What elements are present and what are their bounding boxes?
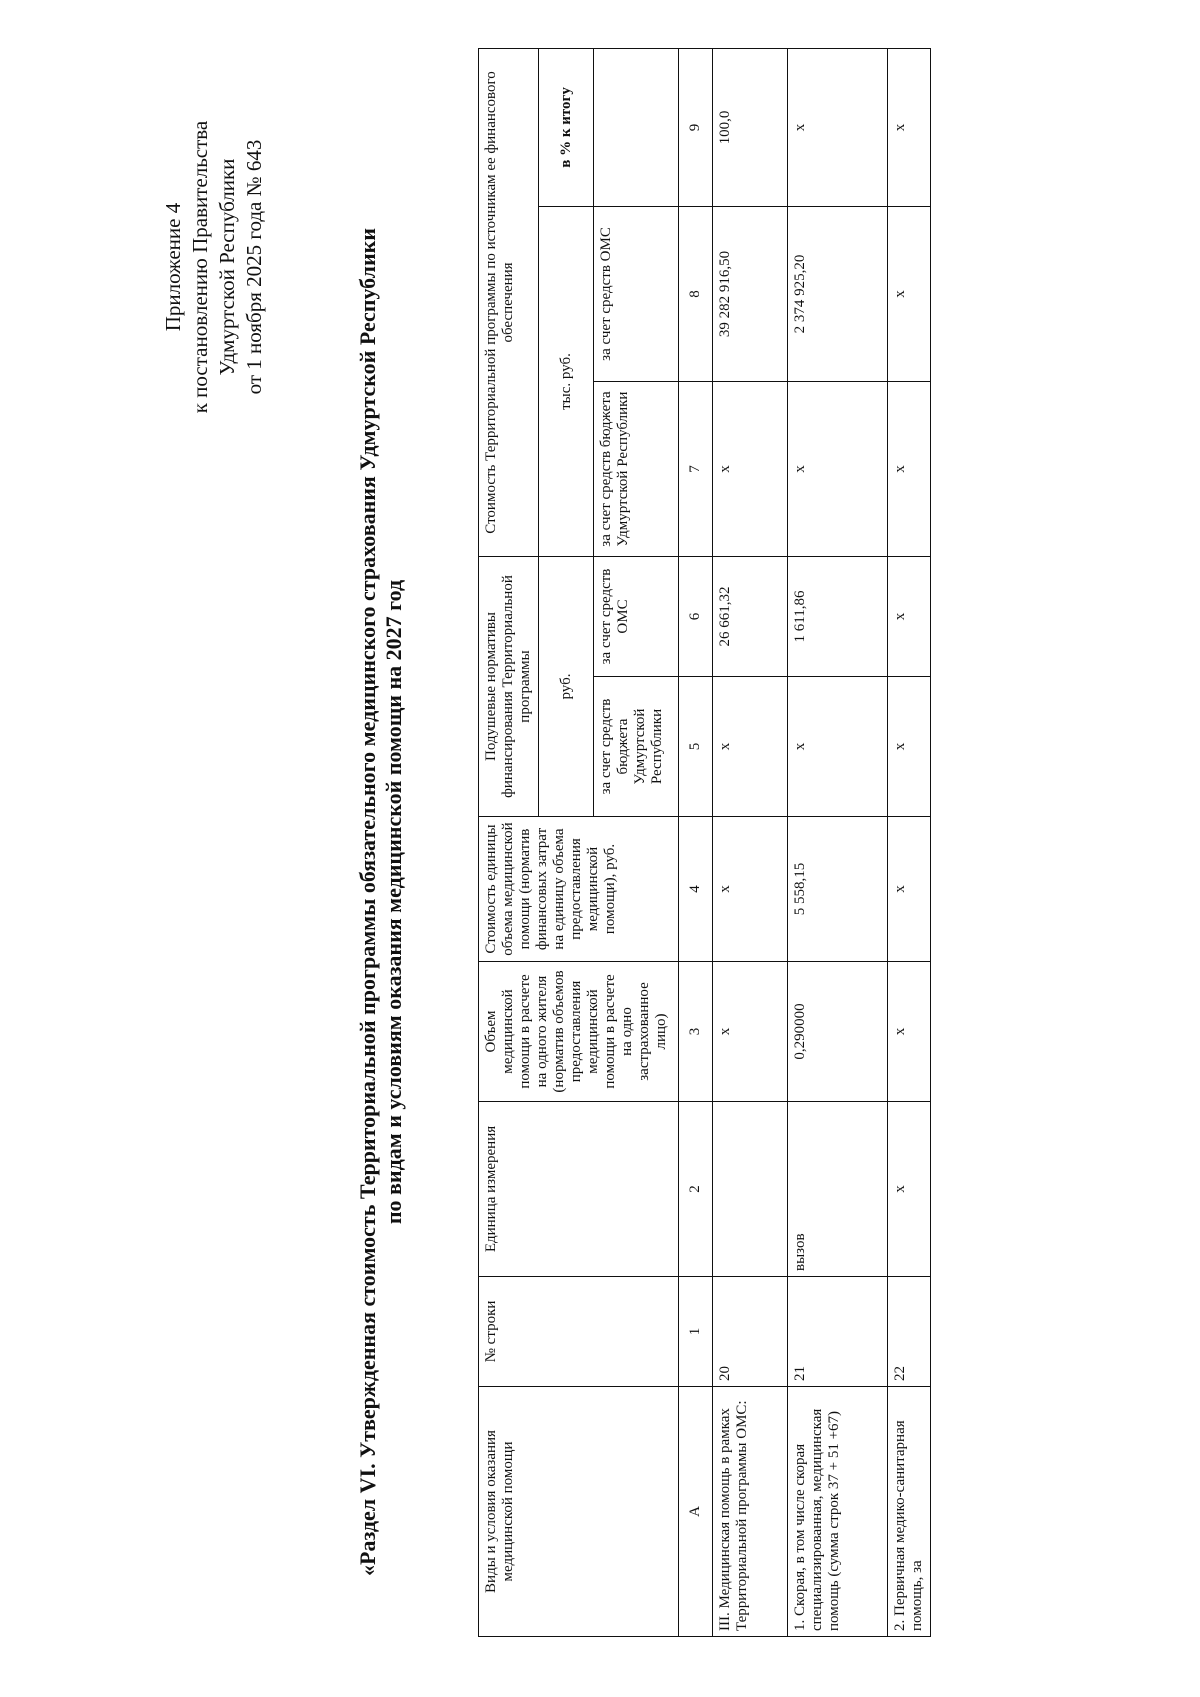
row-unit — [713, 1102, 788, 1277]
row-pc-budget: х — [888, 677, 931, 817]
title-line-2: по видам и условиям оказания медицинской помощи на 2027 год — [381, 579, 406, 1225]
row-name: 2. Первичная медико-санитарная помощь, за — [888, 1387, 931, 1637]
colnum-a: А — [679, 1387, 713, 1637]
colnum-6: 6 — [679, 556, 713, 676]
row-tc-oms: 2 374 925,20 — [788, 206, 888, 381]
row-tc-oms: х — [888, 206, 931, 381]
header-empty — [594, 48, 679, 206]
header-budget-2: за счет средств бюджета Удмуртской Республики — [594, 381, 679, 556]
header-rub: руб. — [539, 556, 594, 816]
appendix-line-1: Приложение 4 — [161, 202, 185, 332]
row-tc-oms: 39 282 916,50 — [713, 206, 788, 381]
row-unit: вызов — [788, 1102, 888, 1277]
header-thousand-rub: тыс. руб. — [539, 206, 594, 556]
row-pc-oms: х — [888, 556, 931, 676]
row-pc-budget: х — [788, 677, 888, 817]
row-tc-budget: х — [713, 381, 788, 556]
row-pc-oms: 1 611,86 — [788, 556, 888, 676]
colnum-5: 5 — [679, 677, 713, 817]
table-row — [713, 48, 788, 1636]
row-volume: х — [888, 962, 931, 1102]
colnum-1: 1 — [679, 1277, 713, 1387]
table-row — [888, 48, 931, 1636]
header-kinds: Виды и условия оказания медицинской помощи — [479, 1387, 679, 1637]
header-volume: Объем медицинской помощи в расчете на одного жителя (норматив объемов предоставления медицинской помощи в расчете на одно застрахованное лицо) — [479, 962, 679, 1102]
row-pc-oms: 26 661,32 — [713, 556, 788, 676]
colnum-2: 2 — [679, 1102, 713, 1277]
colnum-7: 7 — [679, 381, 713, 556]
row-pc-budget: х — [713, 677, 788, 817]
colnum-8: 8 — [679, 206, 713, 381]
section-title — [355, 167, 407, 1637]
colnum-3: 3 — [679, 962, 713, 1102]
row-cost: 5 558,15 — [788, 817, 888, 962]
header-cost-unit: Стоимость единицы объема медицинской помощи (норматив финансовых затрат на единицу объема предоставления медицинской помощи), руб. — [479, 817, 679, 962]
row-number: 20 — [713, 1277, 788, 1387]
row-name: III. Медицинская помощь в рамках Территориальной программы ОМС: — [713, 1387, 788, 1637]
row-cost: х — [888, 817, 931, 962]
appendix-line-2: к постановлению Правительства — [188, 120, 212, 414]
header-total-cost: Стоимость Территориальной программы по источникам ее финансового обеспечения — [479, 48, 539, 556]
colnum-9: 9 — [679, 48, 713, 206]
header-unit: Единица измерения — [479, 1102, 679, 1277]
row-number: 22 — [888, 1277, 931, 1387]
colnum-4: 4 — [679, 817, 713, 962]
row-pct: х — [888, 48, 931, 206]
appendix-line-3: Удмуртской Республики — [215, 158, 239, 376]
header-oms: за счет средств ОМС — [594, 556, 679, 676]
column-numbers-row — [679, 48, 713, 1636]
row-name: 1. Скорая, в том числе скорая специализированная, медицинская помощь (сумма строк 37 + 51 +67) — [788, 1387, 888, 1637]
header-budget: за счет средств бюджета Удмуртской Республики — [594, 677, 679, 817]
title-line-1: «Раздел VI. Утвержденная стоимость Территориальной программы обязательного медицинского страхования Удмуртской Республики — [355, 228, 380, 1576]
cost-table — [478, 48, 931, 1637]
row-pct: х — [788, 48, 888, 206]
row-tc-budget: х — [788, 381, 888, 556]
row-unit: х — [888, 1102, 931, 1277]
header-percent: в % к итогу — [539, 48, 594, 206]
header-row-1 — [479, 48, 539, 1636]
row-volume: 0,290000 — [788, 962, 888, 1102]
appendix-block — [160, 107, 268, 427]
row-tc-budget: х — [888, 381, 931, 556]
header-per-capita: Подушевые нормативы финансирования Территориальной программы — [479, 556, 539, 816]
row-volume: х — [713, 962, 788, 1102]
header-row-no: № строки — [479, 1277, 679, 1387]
row-cost: х — [713, 817, 788, 962]
row-number: 21 — [788, 1277, 888, 1387]
table-row — [788, 48, 888, 1636]
appendix-line-4: от 1 ноября 2025 года № 643 — [242, 139, 266, 395]
header-oms-2: за счет средств ОМС — [594, 206, 679, 381]
row-pct: 100,0 — [713, 48, 788, 206]
